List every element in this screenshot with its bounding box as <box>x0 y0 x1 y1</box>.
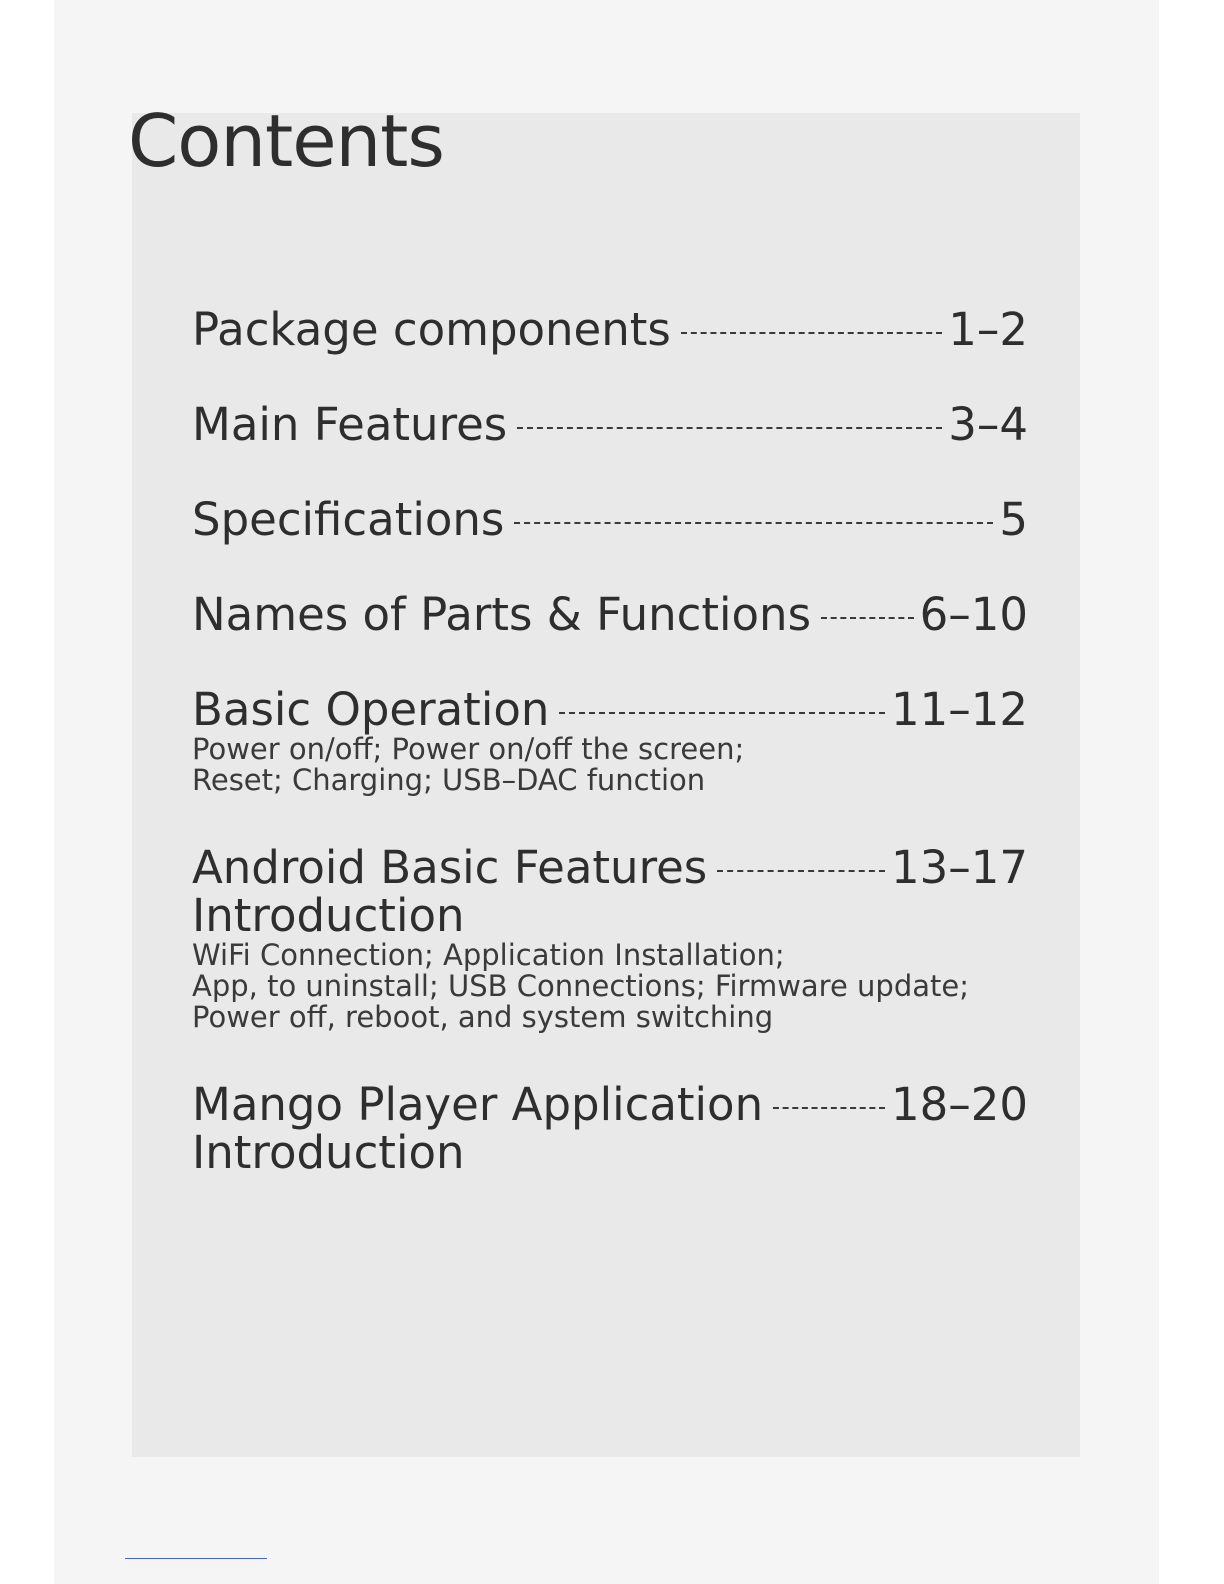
toc-subtopics-line: WiFi Connection; Application Installation; <box>192 938 785 972</box>
toc-page-number: 3–4 <box>948 398 1028 451</box>
toc-entry-title: Android Basic Features <box>192 841 708 894</box>
dotted-leader <box>681 332 942 334</box>
toc-subtopics-line: Power on/off; Power on/off the screen; <box>192 732 745 766</box>
toc-entry-title-continuation: Introduction <box>192 1126 465 1179</box>
toc-entry-title: Specifications <box>192 493 505 546</box>
toc-entry-title: Names of Parts & Functions <box>192 588 812 641</box>
toc-page-number: 11–12 <box>890 683 1028 736</box>
toc-page-number: 5 <box>999 493 1028 546</box>
toc-entry-android-basic-features[interactable] <box>192 841 1028 1034</box>
dotted-leader <box>821 617 914 619</box>
toc-line <box>192 683 1028 736</box>
dotted-leader <box>514 522 993 524</box>
toc-line <box>192 493 1028 546</box>
toc-subtopics-line: App, to uninstall; USB Connections; Firmware update; <box>192 969 969 1003</box>
toc-line <box>192 841 1028 894</box>
toc-entry-specifications[interactable] <box>192 493 1028 546</box>
toc-entry-mango-player-application[interactable] <box>192 1078 1028 1179</box>
toc-page-number: 6–10 <box>919 588 1028 641</box>
page-title: Contents <box>128 99 444 183</box>
dotted-leader <box>717 870 885 872</box>
toc-entry-title: Package components <box>192 303 671 356</box>
toc-entry-title-continuation: Introduction <box>192 889 465 942</box>
dotted-leader <box>517 427 942 429</box>
toc-entry-title: Basic Operation <box>192 683 550 736</box>
toc-entry-main-features[interactable] <box>192 398 1028 451</box>
toc-line <box>192 398 1028 451</box>
toc-page-number: 13–17 <box>890 841 1028 894</box>
toc-line <box>192 303 1028 356</box>
toc-entry-package-components[interactable] <box>192 303 1028 356</box>
toc-subtopics-line: Power off, reboot, and system switching <box>192 1000 774 1034</box>
toc-entry-names-of-parts[interactable] <box>192 588 1028 641</box>
toc-entry-title: Mango Player Application <box>192 1078 764 1131</box>
toc-page-number: 1–2 <box>948 303 1028 356</box>
footer-link-underline <box>125 1558 267 1559</box>
toc-subtopics-line: Reset; Charging; USB–DAC function <box>192 763 706 797</box>
toc-entry-title: Main Features <box>192 398 508 451</box>
toc-line <box>192 1078 1028 1131</box>
toc-line <box>192 588 1028 641</box>
dotted-leader <box>559 712 885 714</box>
dotted-leader <box>773 1107 885 1109</box>
toc-entry-basic-operation[interactable] <box>192 683 1028 797</box>
toc-page-number: 18–20 <box>890 1078 1028 1131</box>
